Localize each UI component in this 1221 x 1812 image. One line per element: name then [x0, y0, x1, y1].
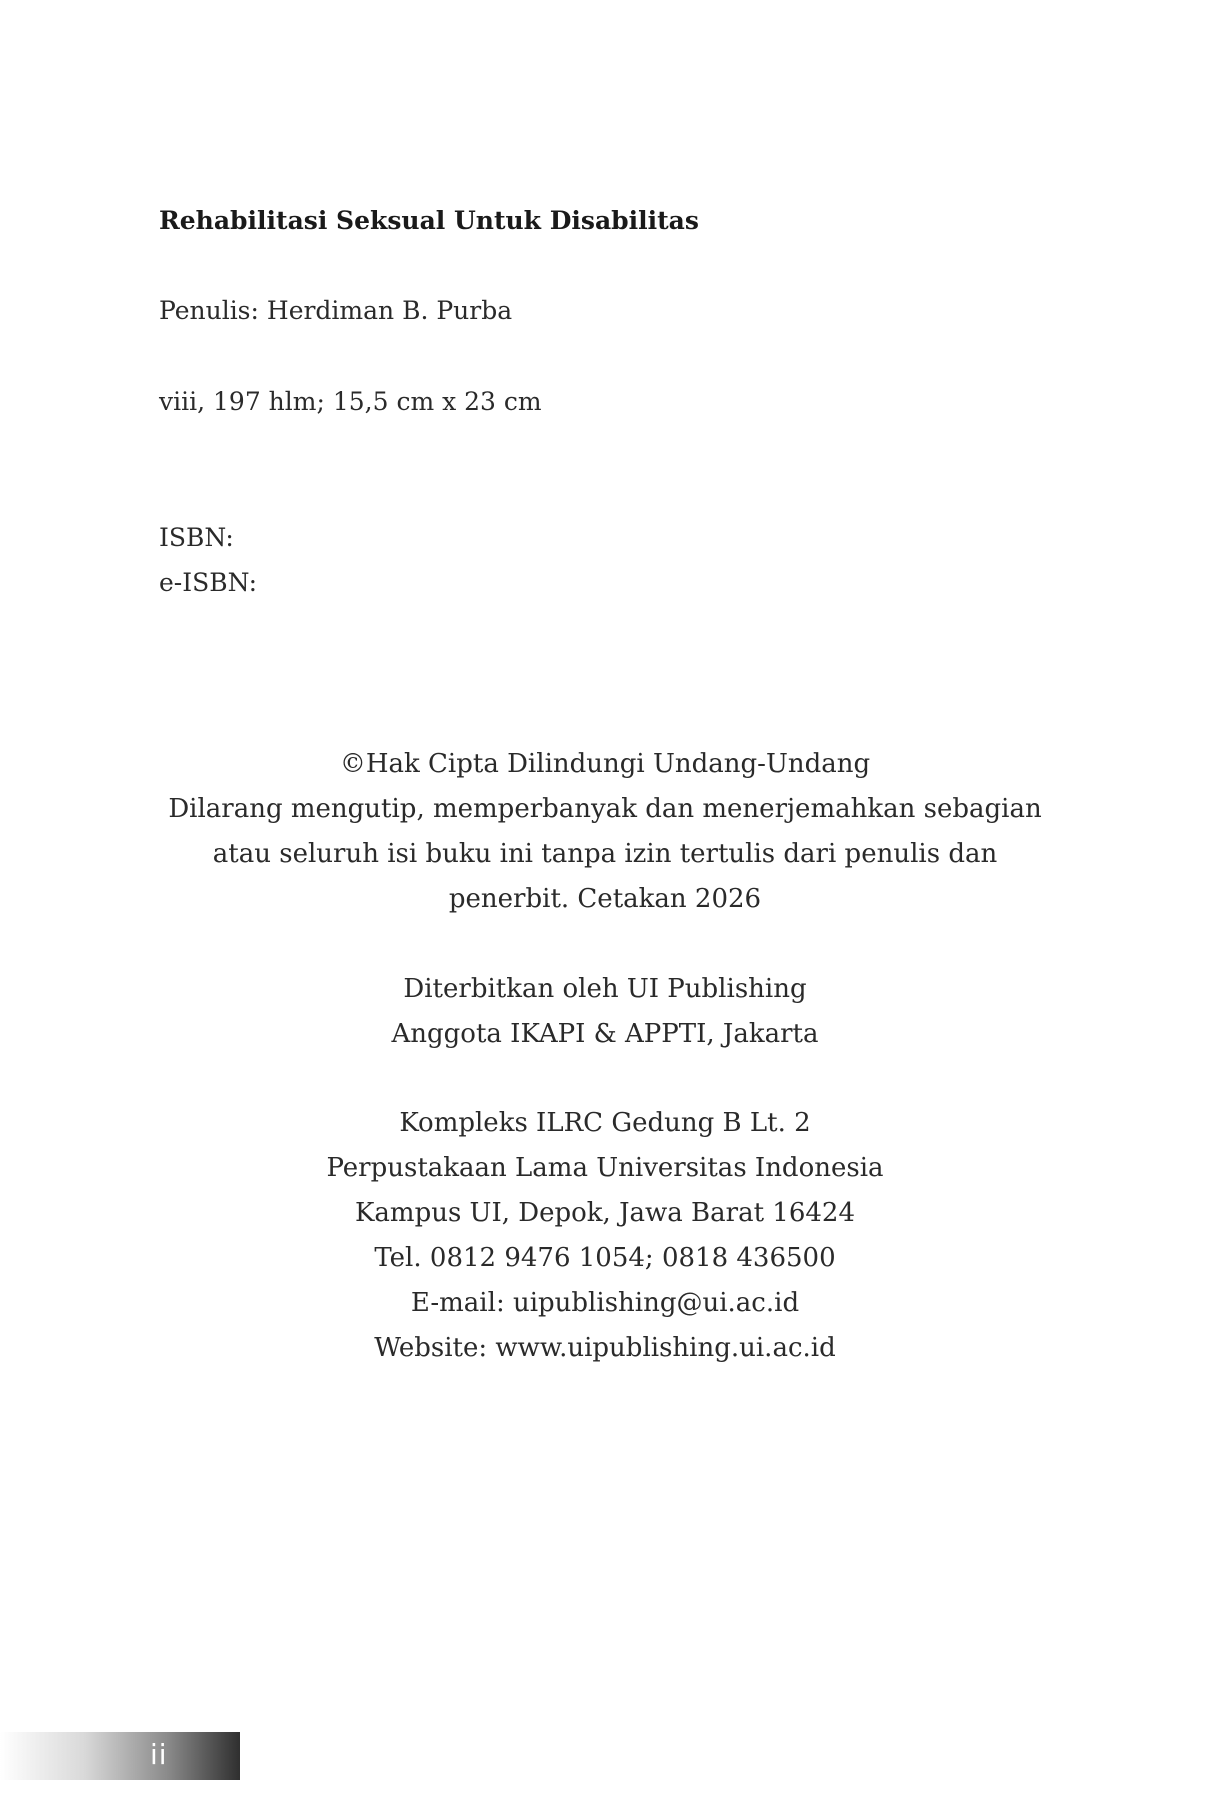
- address-line: Kompleks ILRC Gedung B Lt. 2: [399, 1108, 811, 1138]
- copyright-line: penerbit. Cetakan 2026: [448, 884, 762, 914]
- publisher-address: [140, 1101, 1070, 1371]
- eisbn-line: e-ISBN:: [159, 568, 258, 597]
- copyright-notice: [140, 742, 1070, 922]
- isbn-line: ISBN:: [159, 523, 234, 552]
- author-line: Penulis: Herdiman B. Purba: [159, 296, 513, 325]
- publisher-line: Diterbitkan oleh UI Publishing: [403, 974, 807, 1004]
- copyright-line: atau seluruh isi buku ini tanpa izin tertulis dari penulis dan: [212, 839, 998, 869]
- book-title: Rehabilitasi Seksual Untuk Disabilitas: [159, 206, 699, 235]
- phone-line: Tel. 0812 9476 1054; 0818 436500: [374, 1243, 836, 1273]
- copyright-line: Dilarang mengutip, memperbanyak dan menerjemahkan sebagian: [168, 794, 1042, 824]
- page-number-bar: [0, 1732, 240, 1780]
- address-line: Kampus UI, Depok, Jawa Barat 16424: [354, 1198, 855, 1228]
- address-line: Perpustakaan Lama Universitas Indonesia: [326, 1153, 884, 1183]
- physical-description: viii, 197 hlm; 15,5 cm x 23 cm: [159, 387, 542, 416]
- page-number: ii: [150, 1738, 168, 1771]
- publisher-info: [140, 967, 1070, 1057]
- email-line: E-mail: uipublishing@ui.ac.id: [410, 1288, 800, 1318]
- website-line: Website: www.uipublishing.ui.ac.id: [374, 1333, 836, 1363]
- publisher-line: Anggota IKAPI & APPTI, Jakarta: [391, 1019, 819, 1049]
- copyright-line: ©Hak Cipta Dilindungi Undang-Undang: [339, 749, 871, 779]
